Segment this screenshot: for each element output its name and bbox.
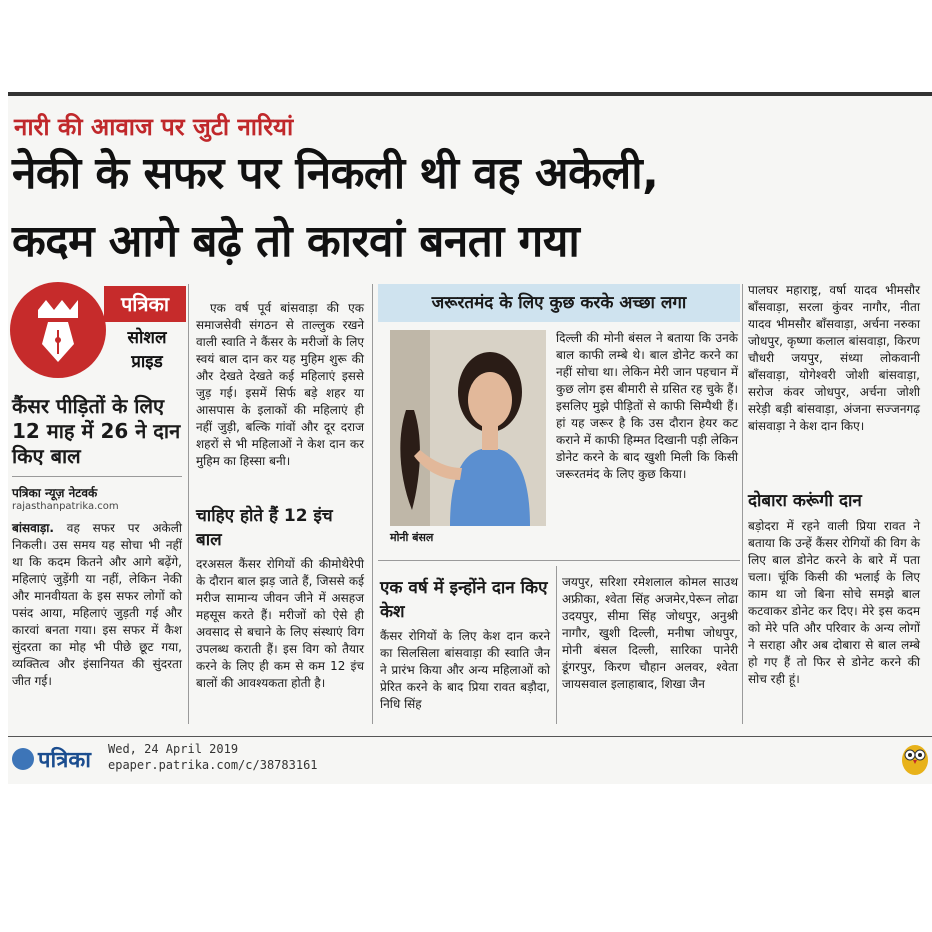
col1-heading: कैंसर पीड़ितों के लिए 12 माह में 26 ने दान किए बाल [12, 394, 181, 468]
col1-body [12, 520, 182, 690]
column-divider-4 [742, 284, 743, 724]
column-divider-2 [372, 284, 373, 724]
kicker-text: नारी की आवाज पर जुटी नारियां [14, 113, 294, 141]
top-rule [8, 92, 932, 96]
moni-bansal-photo [390, 330, 546, 526]
footer-brand: पत्रिका [38, 748, 91, 773]
epaper-url[interactable]: epaper.patrika.com/c/38783161 [108, 758, 318, 772]
column-divider-3 [556, 566, 557, 724]
col1-divider [12, 476, 182, 477]
globe-icon [12, 748, 34, 770]
column-divider-1 [188, 284, 189, 724]
box-bottom-rule [378, 560, 740, 561]
box-heading: जरूरतमंद के लिए कुछ करके अच्छा लगा [378, 284, 740, 322]
box-body: दिल्ली की मोनी बंसल ने बताया कि उनके बाल काफी लम्बे थे। बाल डोनेट करने का नहीं सोचा था। लेकिन मेरी जान पहचान में कुछ लोग इस बीमारी से ग्रसित रह चुके हैं। इसलिए मुझे पीड़ितों से काफी सिम्पैथी हैं। हां यह जरूर है कि उस दौरान हेयर कट कराने में काफी हिम्मत दिखानी पड़ी लेकिन डोनेट करने के बाद खुशी मिली कि किसी जरूरतमंद के लिए कुछ किया। [556, 331, 738, 481]
col2-body-1: एक वर्ष पूर्व बांसवाड़ा की एक समाजसेवी संगठन से ताल्लुक रखने वाली स्वाति ने कैंसर के मरीजों के लिए स्वयं बाल दान कर यह मुहिम शुरू की और देखते देखते कई महिलाएं इससे जुड़ गई। इसमें सिर्फ बड़े शहर या आसपास के इलाकों की महिलाएं ही नहीं जुड़ी, बल्कि गांवों और दूर दराज शहरों से भी महिलाओं ने केश दान कर मुहिम का हिस्सा बनी। [196, 301, 364, 468]
photo-caption: मोनी बंसल [390, 531, 434, 544]
dateline: बांसवाड़ा. [12, 521, 54, 535]
col5-body-2: बड़ोदरा में रहने वाली प्रिया रावत ने बताया कि उन्हें कैंसर रोगियों की विग के लिए बाल डोनेट करने के बारे में पता चला। चूंकि किसी की भलाई के लिए काम था जो बिना सोचे समझे बाल कटवाकर डोनेट कर दिए। मेरे इस कदम को मेरे पति और परिवार के अन्य लोगों ने सराहा और अब दोबारा से बाल लम्बे हो गए हैं तो फिर से डोनेट करने की सोच रही हूं। [748, 519, 920, 686]
logo-brand: पत्रिका [104, 286, 186, 322]
headline-line-2: कदम आगे बढ़े तो कारवां बनता गया [12, 216, 580, 267]
logo-subtitle-line-2: प्राइड [131, 352, 163, 372]
col2-heading: चाहिए होते हैं 12 इंच बाल [196, 506, 333, 550]
headline-line-1: नेकी के सफर पर निकली थी वह अकेली, [12, 148, 659, 199]
social-pride-logo [10, 282, 180, 378]
owl-icon [900, 740, 930, 776]
col2-body-2: दरअसल कैंसर रोगियों की कीमोथैरेपी के दौरान बाल झड़ जाते हैं, जिससे कई मरीज सामान्य जीवन जीने में असहज महसूस करते हैं। मरीजों को ऐसे ही अवसाद से बचाने के लिए संस्थाएं विग उपलब्ध कराती हैं। इस विग को तैयार करने के लिए ही कम से कम 12 इंच बालों की आवश्यकता होती है। [196, 557, 364, 690]
col3-body: कैंसर रोगियों के लिए केश दान करने का सिलसिला बांसवाड़ा की स्वाति जैन ने प्रारंभ किया और अन्य महिलाओं को प्रेरित करने के बाद प्रिया रावत बड़ौदा, निधि सिंह [380, 629, 550, 711]
col1-body-text: वह सफर पर अकेली निकली। उस समय यह सोचा भी नहीं था कि कदम कितने और आगे बढ़ेंगे, महिलाएं जुड़ेंगी या नहीं, लेकिन नेकी और मानवीयता के इस सफर लोगों को पसंद आया, महिलाएं जुड़ती गई और कारवां बनता गया। इस सफर में कैश सुंदरता का मोह भी पीछे छूट गया, व्यक्तित्व और इंसानियत की सुंदरता जीत गई। [12, 521, 182, 688]
pen-crown-icon [10, 282, 106, 378]
col5-body-1: पालघर महाराष्ट्र, वर्षा यादव भीमसौर बाँसवाड़ा, सरला कुंवर नागौर, नीता यादव भीमसौर बाँसवाड़ा, अर्चना नरुका जोधपुर, कृष्णा कलाल बांसवाड़ा, किरण चौधरी जयपुर, संध्या लोकवानी बाँसवाड़ा, योगेश्वरी जोशी बांसवाड़ा, सरोज कंवर जोधपुर, अर्चना जोशी सरेड़ी बड़ी बांसवाड़ा, अंजना सज्जनगढ़ बांसवाड़ा ने केश दान किए। [748, 283, 920, 433]
byline: पत्रिका न्यूज़ नेटवर्क [12, 486, 98, 500]
logo-subtitle [108, 326, 186, 374]
footer-rule [8, 736, 932, 737]
edition-date: Wed, 24 April 2019 [108, 742, 239, 756]
col4-body: जयपुर, सरिशा रमेशलाल कोमल साउथ अफ्रीका, श्वेता सिंह अजमेर,पेरून लोढा उदयपुर, सीमा सिंह जोधपुर, अनुश्री नागौर, खुशी दिल्ली, मनीषा जोधपुर, मोनी बंसल दिल्ली, सारिका पानेरी डूंगरपुर, किरण चौहान अलवर, श्वेता जायसवाल इलाहाबाद, शिखा जैन [562, 575, 738, 691]
site-url: rajasthanpatrika.com [12, 501, 119, 512]
col3-heading: एक वर्ष में इन्होंने दान किए केश [380, 578, 548, 622]
col5-heading: दोबारा करूंगी दान [748, 491, 862, 511]
logo-subtitle-line-1: सोशल [127, 328, 167, 348]
